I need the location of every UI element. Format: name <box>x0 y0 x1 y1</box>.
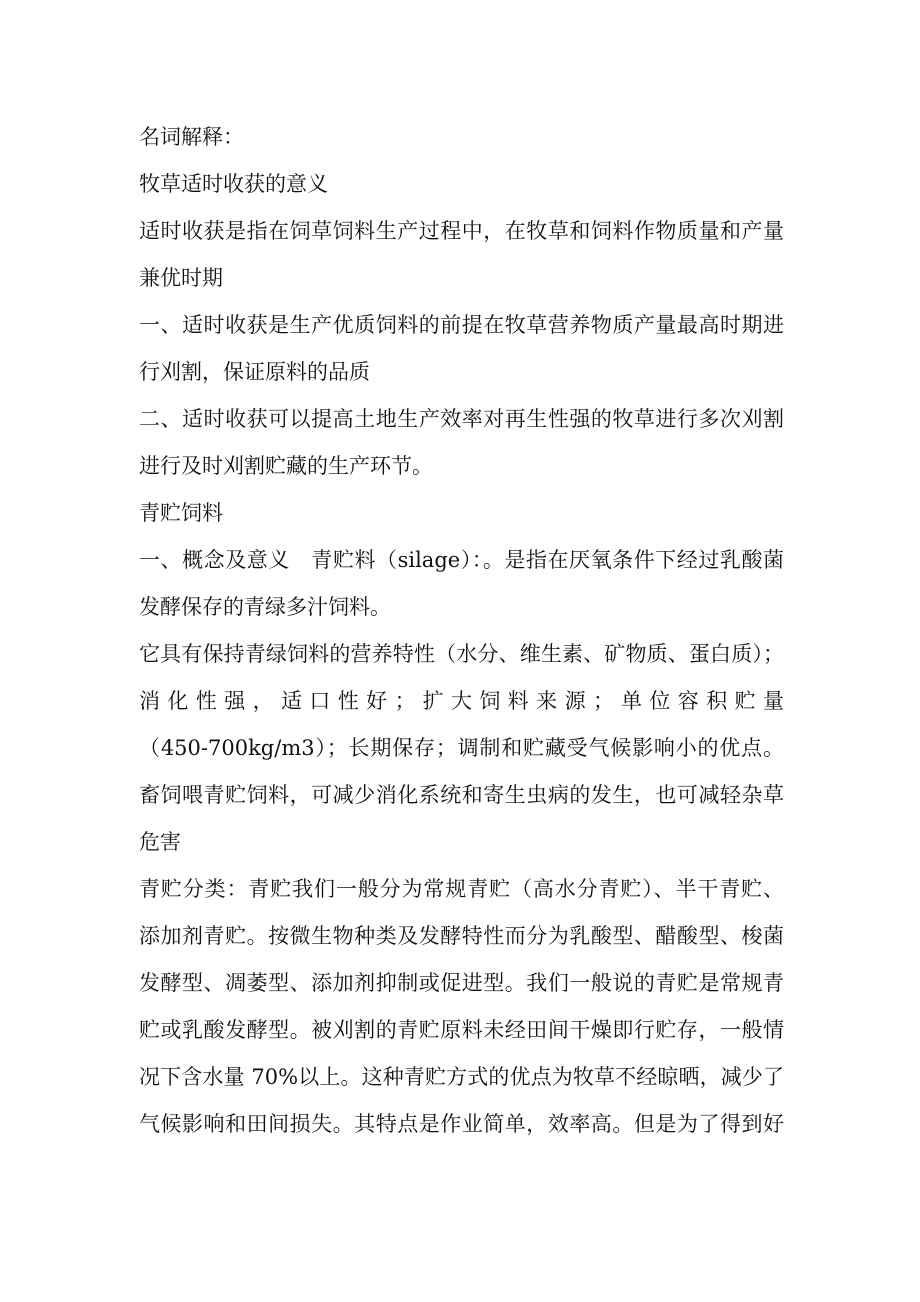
paragraph-line: 危害 <box>139 830 181 854</box>
paragraph-line: 一、概念及意义 青贮料（silage）：。是指在厌氧条件下经过乳酸菌 <box>139 548 784 572</box>
paragraph-line: 它具有保持青绿饲料的营养特性（水分、维生素、矿物质、蛋白质）； <box>139 642 784 666</box>
paragraph-line: 况下含水量 70%以上。这种青贮方式的优点为牧草不经晾晒，减少了 <box>139 1065 784 1089</box>
paragraph-line: 发酵型、凋萎型、添加剂抑制或促进型。我们一般说的青贮是常规青 <box>139 971 784 995</box>
paragraph-line: 添加剂青贮。按微生物种类及发酵特性而分为乳酸型、醋酸型、梭菌 <box>139 924 784 948</box>
paragraph-line: 行刈割，保证原料的品质 <box>139 360 370 384</box>
paragraph-line: 消 化 性 强 ， 适 口 性 好 ； 扩 大 饲 料 来 源 ； 单 位 容 积 贮 量 <box>139 689 784 713</box>
paragraph-line: 进行及时刈割贮藏的生产环节。 <box>139 454 433 478</box>
heading-glossary: 名词解释： <box>139 125 244 149</box>
paragraph-line: 青贮分类：青贮我们一般分为常规青贮（高水分青贮）、半干青贮、 <box>139 877 784 901</box>
paragraph-line: 适时收获是指在饲草饲料生产过程中，在牧草和饲料作物质量和产量 <box>139 219 784 243</box>
paragraph-line: 畜饲喂青贮饲料，可减少消化系统和寄生虫病的发生，也可减轻杂草 <box>139 783 784 807</box>
paragraph-line: 发酵保存的青绿多汁饲料。 <box>139 595 391 619</box>
paragraph-line: 二、适时收获可以提高土地生产效率对再生性强的牧草进行多次刈割 <box>139 407 784 431</box>
document-body <box>139 114 784 1148</box>
paragraph-line: 贮或乳酸发酵型。被刈割的青贮原料未经田间干燥即行贮存，一般情 <box>139 1018 784 1042</box>
paragraph-line: 气候影响和田间损失。其特点是作业简单，效率高。但是为了得到好 <box>139 1112 784 1136</box>
paragraph-line: （450-700kg/m3）；长期保存；调制和贮藏受气候影响小的优点。 <box>139 736 784 760</box>
paragraph-line: 兼优时期 <box>139 266 223 290</box>
section-title-silage: 青贮饲料 <box>139 501 223 525</box>
section-title-harvest: 牧草适时收获的意义 <box>139 172 328 196</box>
paragraph-line: 一、适时收获是生产优质饲料的前提在牧草营养物质产量最高时期进 <box>139 313 784 337</box>
